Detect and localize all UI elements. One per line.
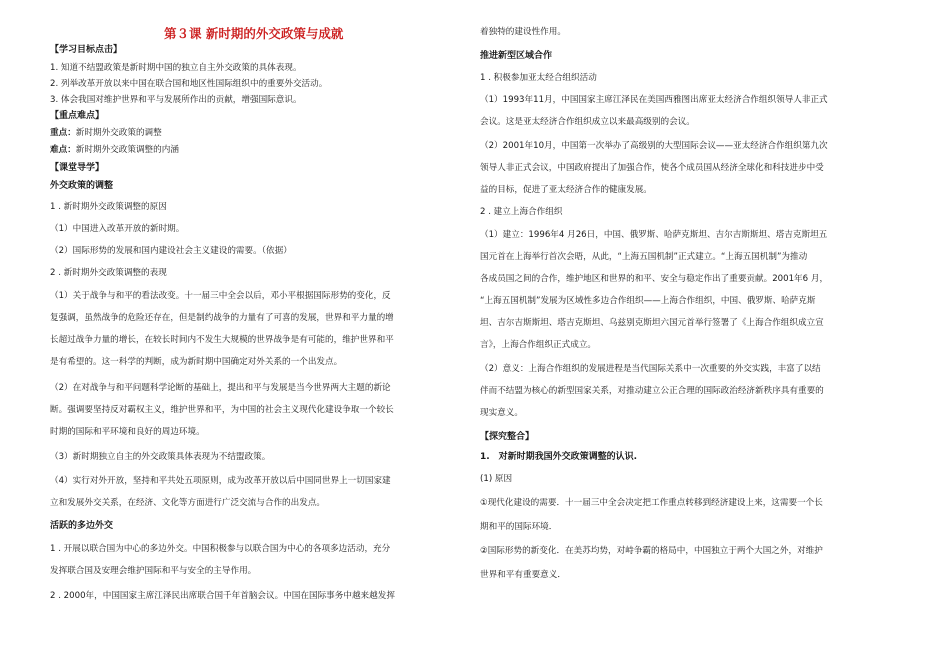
left-text-line: 1 . 开展以联合国为中心的多边外交。中国积极参与以联合国为中心的各项多边活动，充分: [50, 544, 391, 554]
left-text-line: 复强调，虽然战争的危险还存在，但是制约战争的力量有了可喜的发展，世界和平力量的增: [50, 313, 394, 323]
left-text-line: 【重点难点】: [50, 111, 105, 121]
left-text-line: （3）新时期独立自主的外交政策具体表现为不结盟政策。: [50, 452, 271, 462]
right-text-line: （2）2001年10月，中国第一次举办了高级别的大型国际会议——亚太经济合作组织第九次: [480, 141, 828, 151]
left-text-line: （1）关于战争与和平的看法改变。十一届三中全会以后，邓小平根据国际形势的变化，反: [50, 291, 391, 301]
right-text-line: (1) 原因: [480, 474, 513, 484]
right-text-line: 益的目标，促进了亚太经济合作的健康发展。: [480, 185, 652, 195]
left-text-line: 2 . 2000年，中国国家主席江泽民出席联合国千年首脑会议。中国在国际事务中越来越发挥: [50, 591, 395, 601]
right-text-line: （2）意义：上海合作组织的发展进程是当代国际关系中一次重要的外交实践，丰富了以结: [480, 364, 821, 374]
line-text: 新时期外交政策的调整: [75, 128, 162, 138]
line-text: 新时期外交政策调整的内涵: [75, 145, 179, 155]
left-text-line: 【课堂导学】: [50, 163, 105, 173]
left-text-line: （4）实行对外开放，坚持和平共处五项原则，成为改革开放以后中国同世界上一切国家建: [50, 476, 391, 486]
left-text-line: 2. 列举改革开放以来中国在联合国和地区性国际组织中的重要外交活动。: [50, 79, 328, 89]
right-text-line: （1）建立：1996年4 月26日，中国、俄罗斯、哈萨克斯坦、吉尔吉斯斯坦、塔吉克斯坦五: [480, 230, 828, 240]
right-text-line: 期和平的国际环境．: [480, 522, 558, 532]
bold-label: 难点：: [50, 145, 76, 155]
right-text-line: 1. 对新时期我国外交政策调整的认识.: [480, 452, 638, 462]
right-text-line: 现实意义。: [480, 408, 523, 418]
left-text-line: 活跃的多边外交: [50, 521, 114, 531]
right-text-line: “上海五国机制”发展为区域性多边合作组织——上海合作组织，中国、俄罗斯、哈萨克斯: [480, 296, 816, 306]
right-text-line: （1）1993年11月，中国国家主席江泽民在美国西雅图出席亚太经济合作组织领导人非正式: [480, 95, 828, 105]
right-text-line: 各成员国之间的合作，维护地区和世界的和平、安全与稳定作出了重要贡献。2001年6 月，: [480, 274, 829, 284]
left-text-line: （1）中国进入改革开放的新时期。: [50, 224, 185, 234]
right-text-line: 推进新型区域合作: [480, 51, 553, 61]
left-text-line: 断。强调要坚持反对霸权主义，维护世界和平，为中国的社会主义现代化建设争取一个较长: [50, 405, 394, 415]
left-text-line: 3. 体会我国对维护世界和平与发展所作出的贡献，增强国际意识。: [50, 95, 302, 105]
left-text-line: 1. 知道不结盟政策是新时期中国的独立自主外交政策的具体表现。: [50, 63, 302, 73]
right-text-line: 领导人非正式会议，中国政府提出了加强合作，使各个成员国从经济全球化和科技进步中受: [480, 163, 824, 173]
right-text-line: 1 . 积极参加亚太经合组织活动: [480, 73, 597, 83]
right-text-line: 言》，上海合作组织正式成立。: [480, 340, 597, 350]
left-text-line: （2）国际形势的发展和国内建设社会主义建设的需要。（依据）: [50, 246, 292, 256]
left-text-line: 时期的国际和平环境和良好的周边环境。: [50, 427, 205, 437]
bold-label: 重点：: [50, 128, 76, 138]
right-text-line: 伴而不结盟为核心的新型国家关系，对推动建立公正合理的国际政治经济新秩序具有重要的: [480, 386, 824, 396]
left-text-line: 第３课 新时期的外交政策与成就: [164, 26, 344, 41]
left-text-line: 1 . 新时期外交政策调整的原因: [50, 202, 167, 212]
left-text-line: （2）在对战争与和平问题科学论断的基础上，提出和平与发展是当今世界两大主题的新论: [50, 383, 391, 393]
left-text-line: 2 . 新时期外交政策调整的表现: [50, 268, 167, 278]
right-text-line: ②国际形势的新变化．在美苏均势，对峙争霸的格局中，中国独立于两个大国之外，对维护: [480, 546, 823, 556]
right-text-line: 坦、吉尔吉斯斯坦、塔吉克斯坦、乌兹别克斯坦六国元首举行签署了《上海合作组织成立宣: [480, 318, 824, 328]
left-text-line: 长超过战争力量的增长，在较长时间内不发生大规模的世界战争是有可能的，维护世界和平: [50, 335, 394, 345]
left-text-line: 是有希望的。这一科学的判断，成为新时期中国确定对外关系的一个出发点。: [50, 357, 343, 367]
left-text-line: 立和发展外交关系，在经济、文化等方面进行广泛交流与合作的出发点。: [50, 498, 326, 508]
left-text-line: [50, 144, 179, 156]
right-text-line: 2 . 建立上海合作组织: [480, 207, 563, 217]
right-text-line: 世界和平有重要意义．: [480, 570, 566, 580]
left-text-line: 【学习目标点击】: [50, 45, 123, 55]
right-text-line: ①现代化建设的需要．十一届三中全会决定把工作重点转移到经济建设上来，这需要一个长: [480, 498, 823, 508]
right-text-line: 国元首在上海举行首次会晤，从此，“上海五国机制”正式建立。“上海五国机制”为推动: [480, 252, 808, 262]
left-text-line: [50, 127, 162, 139]
right-text-line: 【探究整合】: [480, 432, 535, 442]
right-text-line: 着独特的建设性作用。: [480, 27, 566, 37]
right-text-line: 会议。这是亚太经济合作组织成立以来最高级别的会议。: [480, 117, 695, 127]
left-text-line: 外交政策的调整: [50, 181, 114, 191]
left-text-line: 发挥联合国及安理会维护国际和平与安全的主导作用。: [50, 566, 257, 576]
